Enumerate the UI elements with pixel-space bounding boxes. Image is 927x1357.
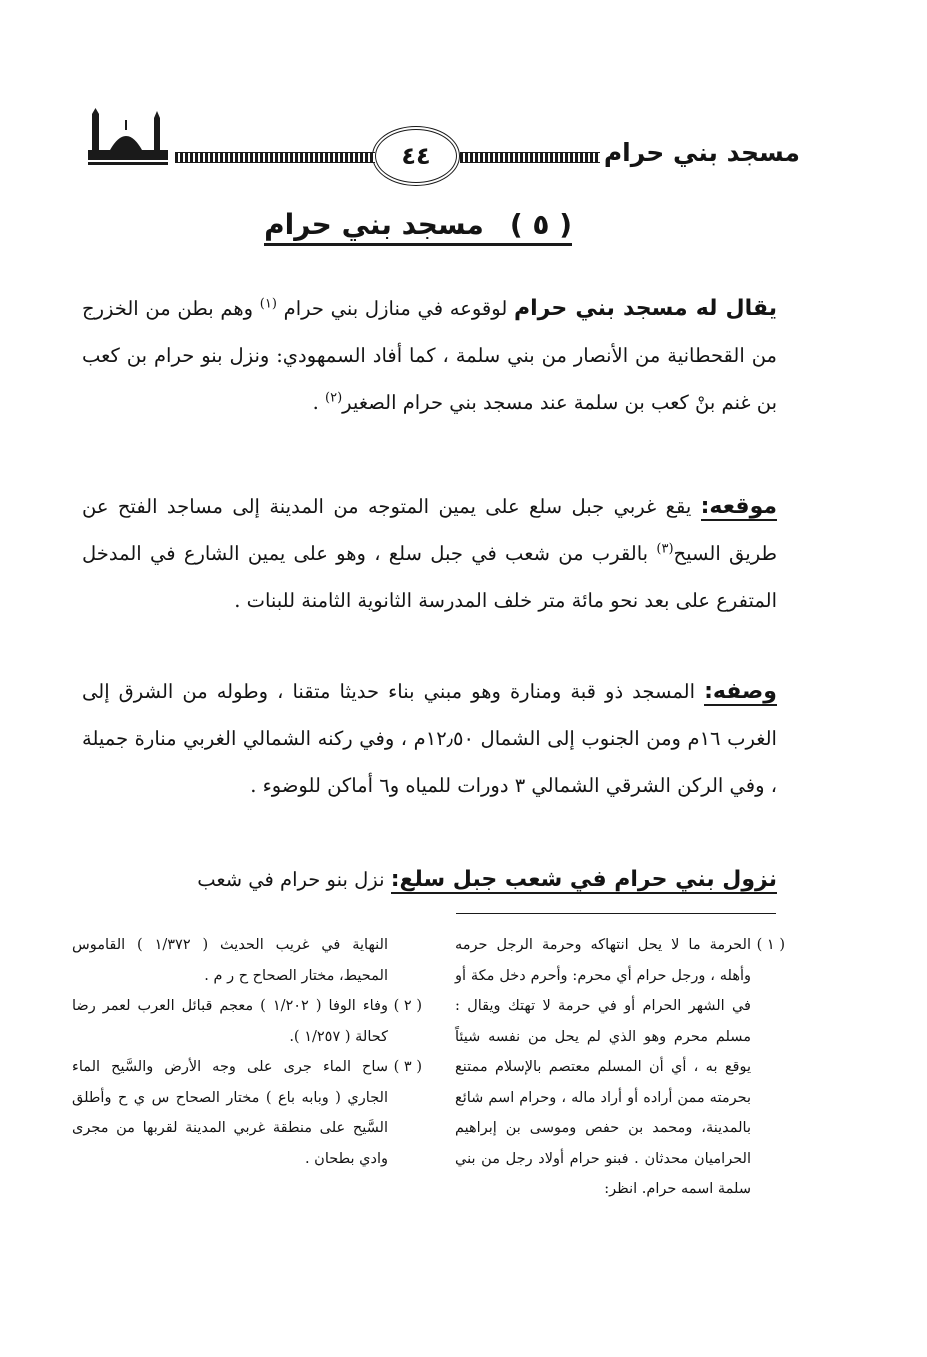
intro-text-c: . [312, 390, 326, 414]
footnote-text: ساح الماء جرى على وجه الأرض والسَّيح الماء الجاري ( وبابه باع ) مختار الصحاح س ي ح وأطلق السَّيح على منطقة غربي المدينة لقربها من مجرى وادي بطحان . [72, 1059, 388, 1167]
footnote-ref-2: (٢) [325, 390, 343, 405]
footnote-text: النهاية في غريب الحديث ( ١/٣٧٢ ) القاموس المحيط، مختار الصحاح ح ر م . [72, 937, 388, 984]
footnote-1 [455, 930, 785, 1205]
footnote-ref-1: (١) [259, 296, 277, 311]
intro-lead: يقال له مسجد بني حرام [513, 295, 777, 321]
intro-text-a: لوقوعه في منازل بني حرام [276, 296, 514, 320]
header-ornament-chain-left [175, 152, 375, 163]
footnote-separator [456, 913, 776, 914]
footnotes-column-left [72, 930, 422, 1174]
footnote-2 [72, 991, 422, 1052]
footnote-number: ( ٣ ) [393, 1059, 422, 1075]
chapter-heading [264, 208, 572, 246]
page-number: ٤٤ [372, 126, 460, 186]
descent-lead: نزول بني حرام في شعب جبل سلع: [390, 866, 777, 892]
footnote-number: ( ١ ) [756, 937, 785, 953]
descent-text: نزل بنو حرام في شعب [197, 867, 391, 891]
paragraph-location [82, 483, 777, 624]
description-lead: وصفه: [704, 678, 777, 704]
location-lead: موقعه: [700, 493, 777, 519]
footnote-3 [72, 1052, 422, 1174]
footnote-text: الحرمة ما لا يحل انتهاكه وحرمة الرجل حرمه وأهله ، ورجل حرام أي محرم: وأحرم دخل مكة أو في الشهر الحرام أو في حرمة لا تهتك ويقال : مسلم محرم وهو الذي لم يحل من نفسه شيئاً يوقع به ، أي أن المسلم معتصم بالإسلام ممتنع بحرمته ممن أراده أو أراد ماله ، وحرام اسم شائع بالمدينة، ومحمد بن حفص وموسى بن إبراهيم الحراميان محدثان . فبنو حرام أولاد رجل من بني سلمة اسمه حرام. انظر: [455, 937, 751, 1197]
location-text-a: يقع غربي جبل سلع على يمين المتوجه من المدينة إلى مساجد الفتح عن طريق السيح [82, 494, 777, 565]
chapter-number: ( ٥ ) [509, 208, 572, 241]
footnote-text: وفاء الوفا ( ١/٢٠٢ ) معجم قبائل العرب لعمر رضا كحالة ( ١/٢٥٧ ). [72, 998, 388, 1045]
paragraph-intro [82, 285, 777, 426]
description-text: المسجد ذو قبة ومنارة وهو مبني بناء حديثا متقنا ، وطوله من الشرق إلى الغرب ١٦م ومن الجنوب إلى الشمال ١٢٫٥٠م ، وفي ركنه الشمالي الغربي منارة جميلة ، وفي الركن الشرقي الشمالي ٣ دورات للمياه و٦ أماكن للوضوء . [82, 679, 777, 797]
intro-text-b: وهم بطن من الخزرج من القحطانية من الأنصار من بني سلمة ، كما أفاد السمهودي: ونزل بنو حرام بن كعب بن غنم بنْ كعب بن سلمة عند مسجد بني حرام الصغير [82, 296, 777, 414]
running-header [60, 108, 800, 178]
footnotes-column-right [455, 930, 785, 1205]
paragraph-descent [82, 856, 777, 903]
footnote-ref-3: (٣) [656, 541, 674, 556]
location-text-b: بالقرب من شعب في جبل سلع ، وهو على يمين الشارع في المدخل المتفرع على بعد نحو مائة متر خلف المدرسة الثانوية الثامنة للبنات . [82, 541, 777, 612]
chapter-title: مسجد بني حرام [264, 208, 484, 241]
footnote-number: ( ٢ ) [393, 998, 422, 1014]
header-ornament-chain-right [460, 152, 600, 163]
footnote-1-continued [72, 930, 422, 991]
paragraph-description [82, 668, 777, 809]
running-header-title: مسجد بني حرام [603, 138, 800, 167]
mosque-silhouette-icon [88, 108, 168, 166]
